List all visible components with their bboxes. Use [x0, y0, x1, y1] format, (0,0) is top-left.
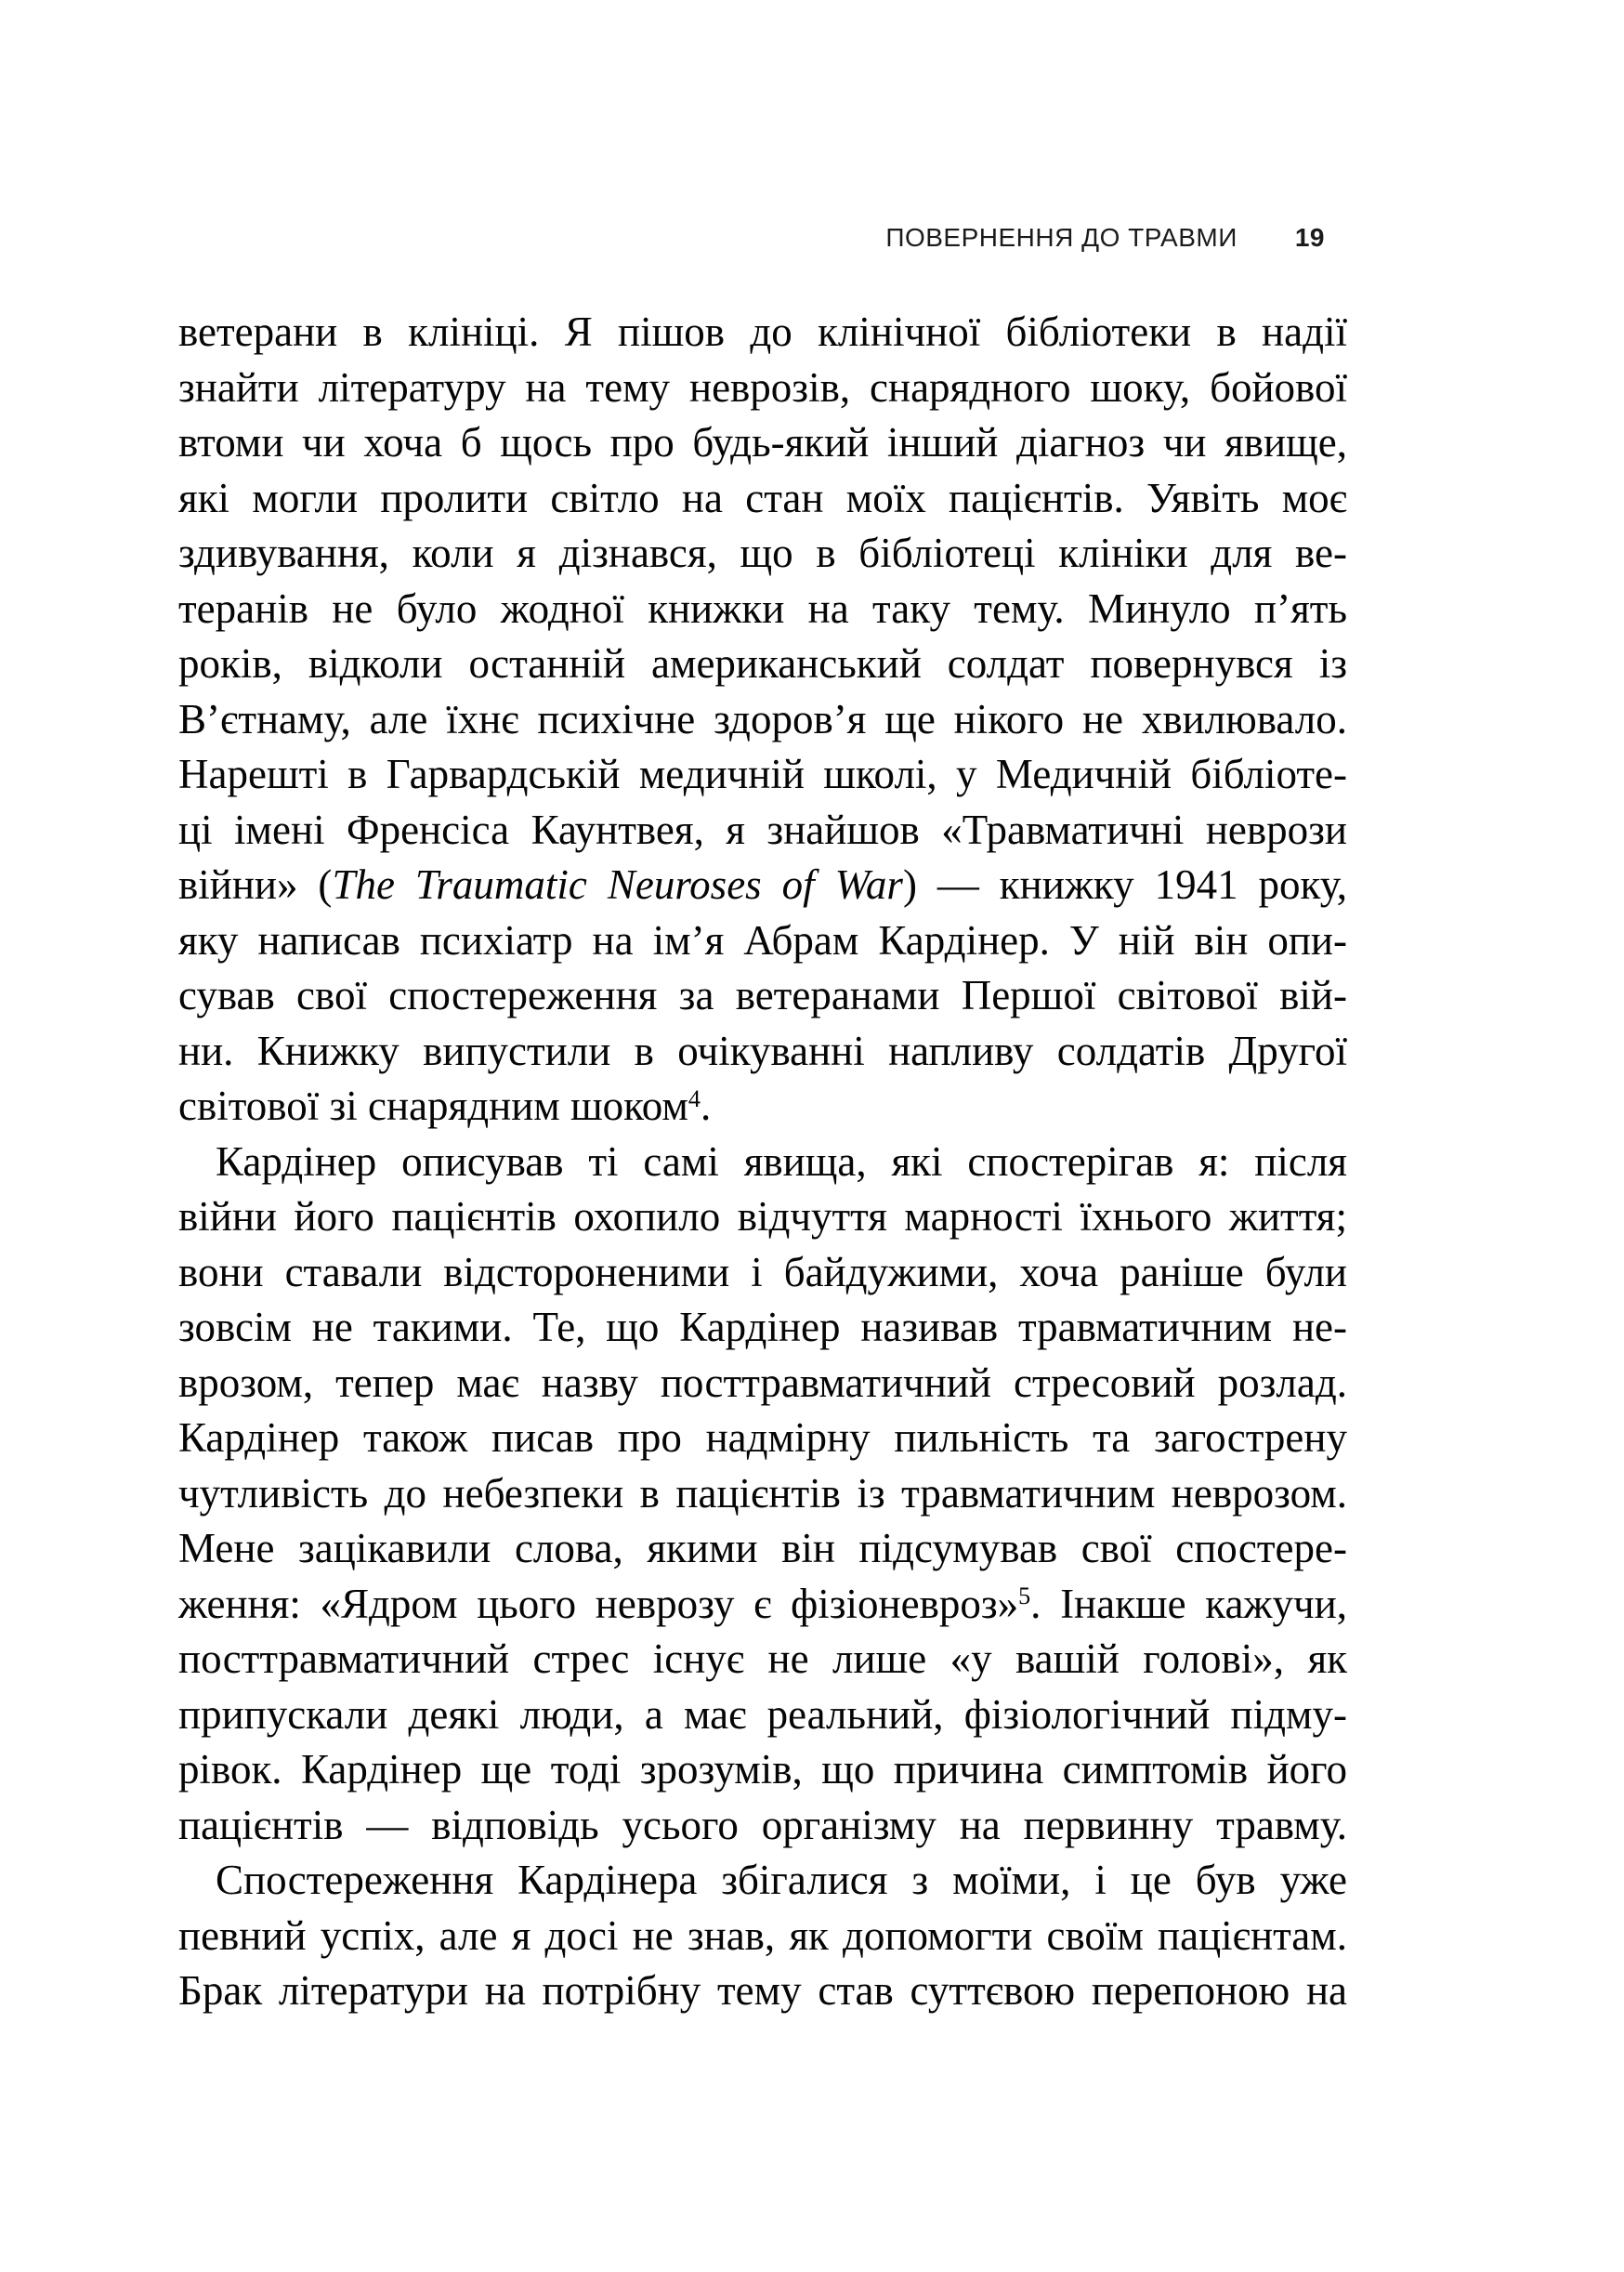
text-line: сував свої спостереження за ветеранами Першої світової вій- [178, 972, 1347, 1018]
text-line: припускали деякі люди, а має реальний, фізіологічний підму- [178, 1690, 1347, 1738]
text-line: втоми чи хоча б щось про будь-який інший діагноз чи явище, [178, 419, 1347, 466]
text-line: В’єтнаму, але їхнє психічне здоров’я ще нікого не хвилювало. [178, 695, 1347, 742]
text-line: війни його пацієнтів охопило відчуття марності їхнього життя; [178, 1193, 1347, 1240]
text-line: Брак літератури на потрібну тему став суттєвою перепоною на [178, 1967, 1347, 2014]
text-line: Спостереження Кардінера збігалися з моїми, і це був уже [216, 1857, 1347, 1903]
footnote-reference: 5 [1018, 1583, 1031, 1610]
text-line: Мене зацікавили слова, якими він підсумував свої спостере- [178, 1525, 1347, 1571]
running-header-title: ПОВЕРНЕННЯ ДО ТРАВМИ [885, 223, 1238, 252]
text-line: певний успіх, але я досі не знав, як допомогти своїм пацієнтам. [178, 1911, 1347, 1959]
text-line: вони ставали відстороненими і байдужими, хоча раніше були [178, 1248, 1347, 1295]
text-line: Кардінер описував ті самі явища, які спостерігав я: після [216, 1137, 1347, 1185]
text-line: яку написав психіатр на ім’я Абрам Кардінер. У ній він опи- [178, 916, 1347, 964]
text-line: війни» (The Traumatic Neuroses of War) — книжку 1941 року, [178, 861, 1348, 908]
text-line: років, відколи останній американський солдат повернувся із [178, 640, 1347, 687]
text-line: зовсім не такими. Те, що Кардінер називав травматичним не- [178, 1304, 1347, 1350]
text-line: здивування, коли я дізнався, що в бібліотеці клініки для ве- [178, 530, 1347, 576]
page-number: 19 [1294, 223, 1325, 252]
text-line: теранів не було жодної книжки на таку тему. Минуло п’ять [178, 584, 1347, 632]
body-text [178, 305, 1347, 2019]
text-line: чутливість до небезпеки в пацієнтів із травматичним неврозом. [178, 1469, 1347, 1517]
text-line: ження: «Ядром цього неврозу є фізіоневроз»$^5$. Інакше кажучи, [178, 1580, 1347, 1627]
book-title-italic: The Traumatic Neuroses of War [332, 861, 903, 908]
text-line: ці імені Френсіса Каунтвея, я знайшов «Травматичні неврози [178, 806, 1347, 853]
text-line: врозом, тепер має назву посттравматичний стресовий розлад. [178, 1359, 1347, 1406]
text-line: Нарешті в Гарвардській медичній школі, у Медичній бібліоте- [178, 751, 1347, 797]
text-line: рівок. Кардінер ще тоді зрозумів, що причина симптомів його [178, 1746, 1347, 1793]
text-line: знайти літературу на тему неврозів, снарядного шоку, бойової [178, 363, 1347, 411]
text-line: пацієнтів — відповідь усього організму на первинну травму. [178, 1801, 1347, 1848]
text-line: ни. Книжку випустили в очікуванні напливу солдатів Другої [178, 1027, 1347, 1074]
text-line: світової зі снарядним шоком$^4$. [178, 1083, 712, 1129]
text-line: які могли пролити світло на стан моїх пацієнтів. Уявіть моє [178, 474, 1347, 521]
text-line: Кардінер також писав про надмірну пильність та загострену [178, 1414, 1347, 1461]
text-line: посттравматичний стрес існує не лише «у вашій голові», як [178, 1635, 1347, 1682]
text-line: ветерани в клініці. Я пішов до клінічної бібліотеки в надії [178, 309, 1347, 355]
footnote-reference: 4 [688, 1084, 701, 1112]
running-header [885, 225, 1325, 251]
